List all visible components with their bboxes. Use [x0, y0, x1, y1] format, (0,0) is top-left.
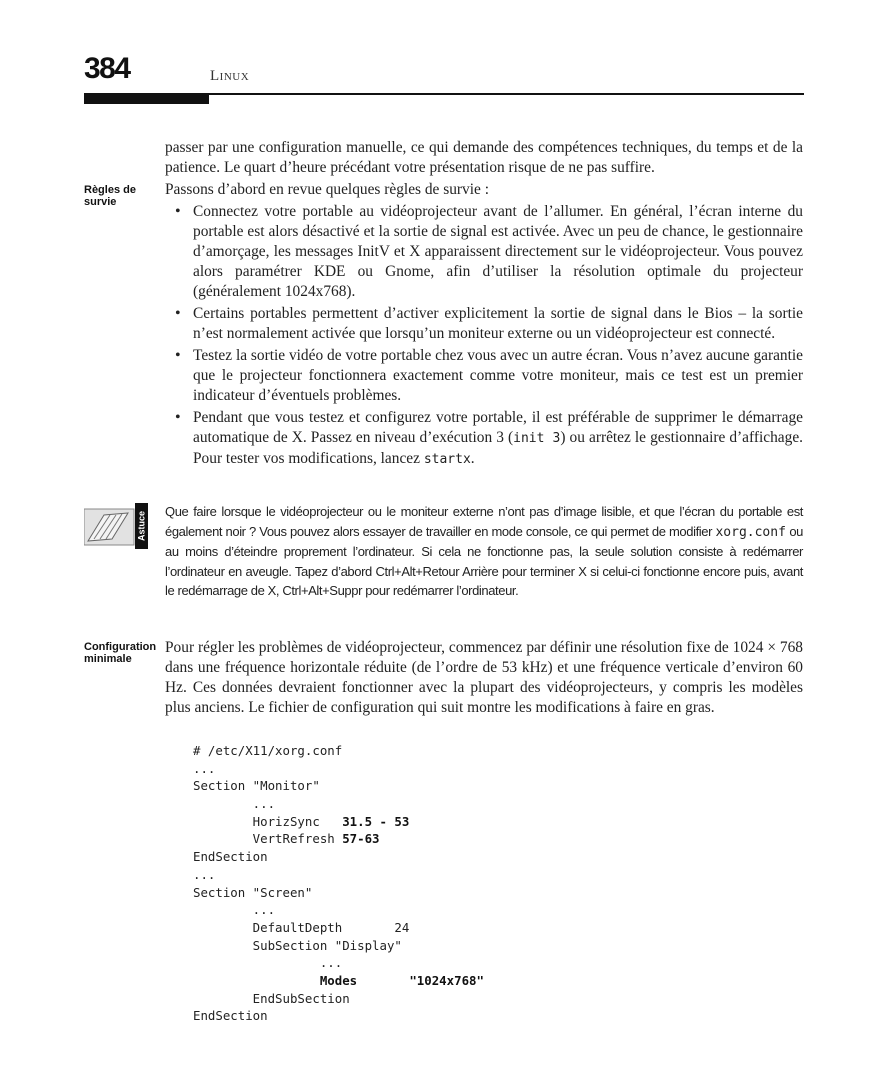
code-segment: HorizSync	[193, 813, 343, 829]
survie-lead: Passons d’abord en revue quelques règles de survie :	[165, 181, 489, 198]
bullet-text: Pendant que vous testez et configurez votre portable, il est préférable de supprimer le démarrage automatique de X. Passez en niveau d’exécution 3 (	[193, 409, 803, 446]
header-tab	[84, 95, 209, 104]
inline-code: init 3	[513, 431, 561, 446]
margin-note-configuration: Configuration minimale	[84, 641, 157, 665]
code-listing	[193, 742, 484, 1025]
bullet-text: .	[470, 450, 475, 467]
code-line: Section "Monitor"	[193, 778, 320, 794]
bullet-text: Connectez votre portable au vidéoprojecteur avant de l’allumer. En général, l’écran interne du portable est alors désactivé et la sortie de signal est activée. Avec un peu de chance, le gestionnaire d’amorçage, les messages InitV et X apparaissent directement sur le vidéoprojecteur. Vous pouvez alors paramétrer KDE ou Gnome, afin d’utiliser la résolution optimale du projecteur (généralement 1024x768).	[193, 203, 803, 300]
inline-code: startx	[423, 452, 471, 467]
code-line: EndSubSection	[193, 990, 350, 1006]
running-title: Linux	[210, 68, 250, 84]
code-line: ...	[193, 760, 216, 776]
code-segment: VertRefresh	[193, 831, 343, 847]
config-paragraph	[165, 638, 803, 718]
survie-bullet-list	[165, 202, 803, 470]
margin-note-survie: Règles de survie	[84, 184, 136, 208]
code-segment	[193, 973, 320, 988]
bullet-text: Certains portables permettent d’activer explicitement la sortie de signal dans le Bios – la sortie n’est normalement activée que lorsqu’un moniteur externe ou un vidéoprojecteur est connecté.	[193, 305, 803, 342]
code-line	[193, 830, 484, 848]
tip-text: ou au moins d’éteindre proprement l’ordinateur. Si cela ne fonctionne pas, la seule solution consiste à redémarrer l’ordinateur en aveugle. Tapez d’abord Ctrl+Alt+Retour Arrière pour terminer X si celui-ci fonctionne encore puis, avant le redémarrage de X, Ctrl+Alt+Suppr pour redémarrer l’ordinateur.	[165, 523, 804, 599]
code-line: Section "Screen"	[193, 884, 313, 900]
code-line	[193, 972, 484, 990]
tip-text: Que faire lorsque le vidéoprojecteur ou le moniteur externe n’ont pas d’image lisible, et que l’écran du portable est également noir ? Vous pouvez alors essayer de travailler en mode console, ce qui permet de modifier	[165, 504, 803, 539]
code-line: # /etc/X11/xorg.conf	[193, 743, 343, 758]
list-item	[165, 408, 803, 470]
bullet-text: Testez la sortie vidéo de votre portable chez vous avec un autre écran. Vous n’avez aucune garantie que le projecteur fonctionnera exactement comme votre moniteur, mais ce test est un premier indicateur d’éventuels problèmes.	[193, 347, 803, 404]
tip-box	[165, 502, 803, 601]
code-line: EndSection	[193, 849, 268, 865]
code-bold-segment: 31.5 - 53	[342, 813, 410, 829]
intro-text: passer par une configuration manuelle, ce qui demande des compétences techniques, du temps et de la patience. Le quart d’heure précédant votre présentation risque de ne pas suffire.	[165, 139, 803, 176]
code-line: DefaultDepth 24	[193, 919, 410, 935]
code-line: SubSection "Display"	[193, 937, 402, 953]
code-line: ...	[193, 866, 216, 882]
list-item	[165, 346, 803, 406]
page-number: 384	[84, 52, 130, 85]
list-item	[165, 202, 803, 302]
inline-code: xorg.conf	[715, 524, 786, 540]
intro-paragraph	[165, 138, 803, 178]
code-line: ...	[193, 796, 276, 812]
astuce-tip-icon	[84, 503, 148, 549]
survie-section	[165, 180, 803, 470]
code-line	[193, 813, 484, 831]
code-bold-segment: Modes "1024x768"	[319, 972, 484, 988]
code-line: ...	[193, 902, 276, 918]
list-item	[165, 304, 803, 344]
code-line: EndSection	[193, 1008, 268, 1024]
bullet-text: ) ou arrêtez le gestionnaire d’affichage. Pour tester vos modifications, lancez	[193, 429, 803, 467]
code-bold-segment: 57-63	[342, 831, 380, 847]
config-text: Pour régler les problèmes de vidéoprojecteur, commencez par définir une résolution fixe de 1024 × 768 dans une fréquence horizontale réduite (de l’ordre de 53 kHz) et une fréquence verticale d’environ 60 Hz. Ces données devraient fonctionner avec la plupart des vidéoprojecteurs, y compris les modèles plus anciens. Le fichier de configuration qui suit montre les modifications à faire en gras.	[165, 639, 803, 716]
code-line: ...	[193, 955, 343, 971]
astuce-label: Astuce	[136, 510, 147, 542]
